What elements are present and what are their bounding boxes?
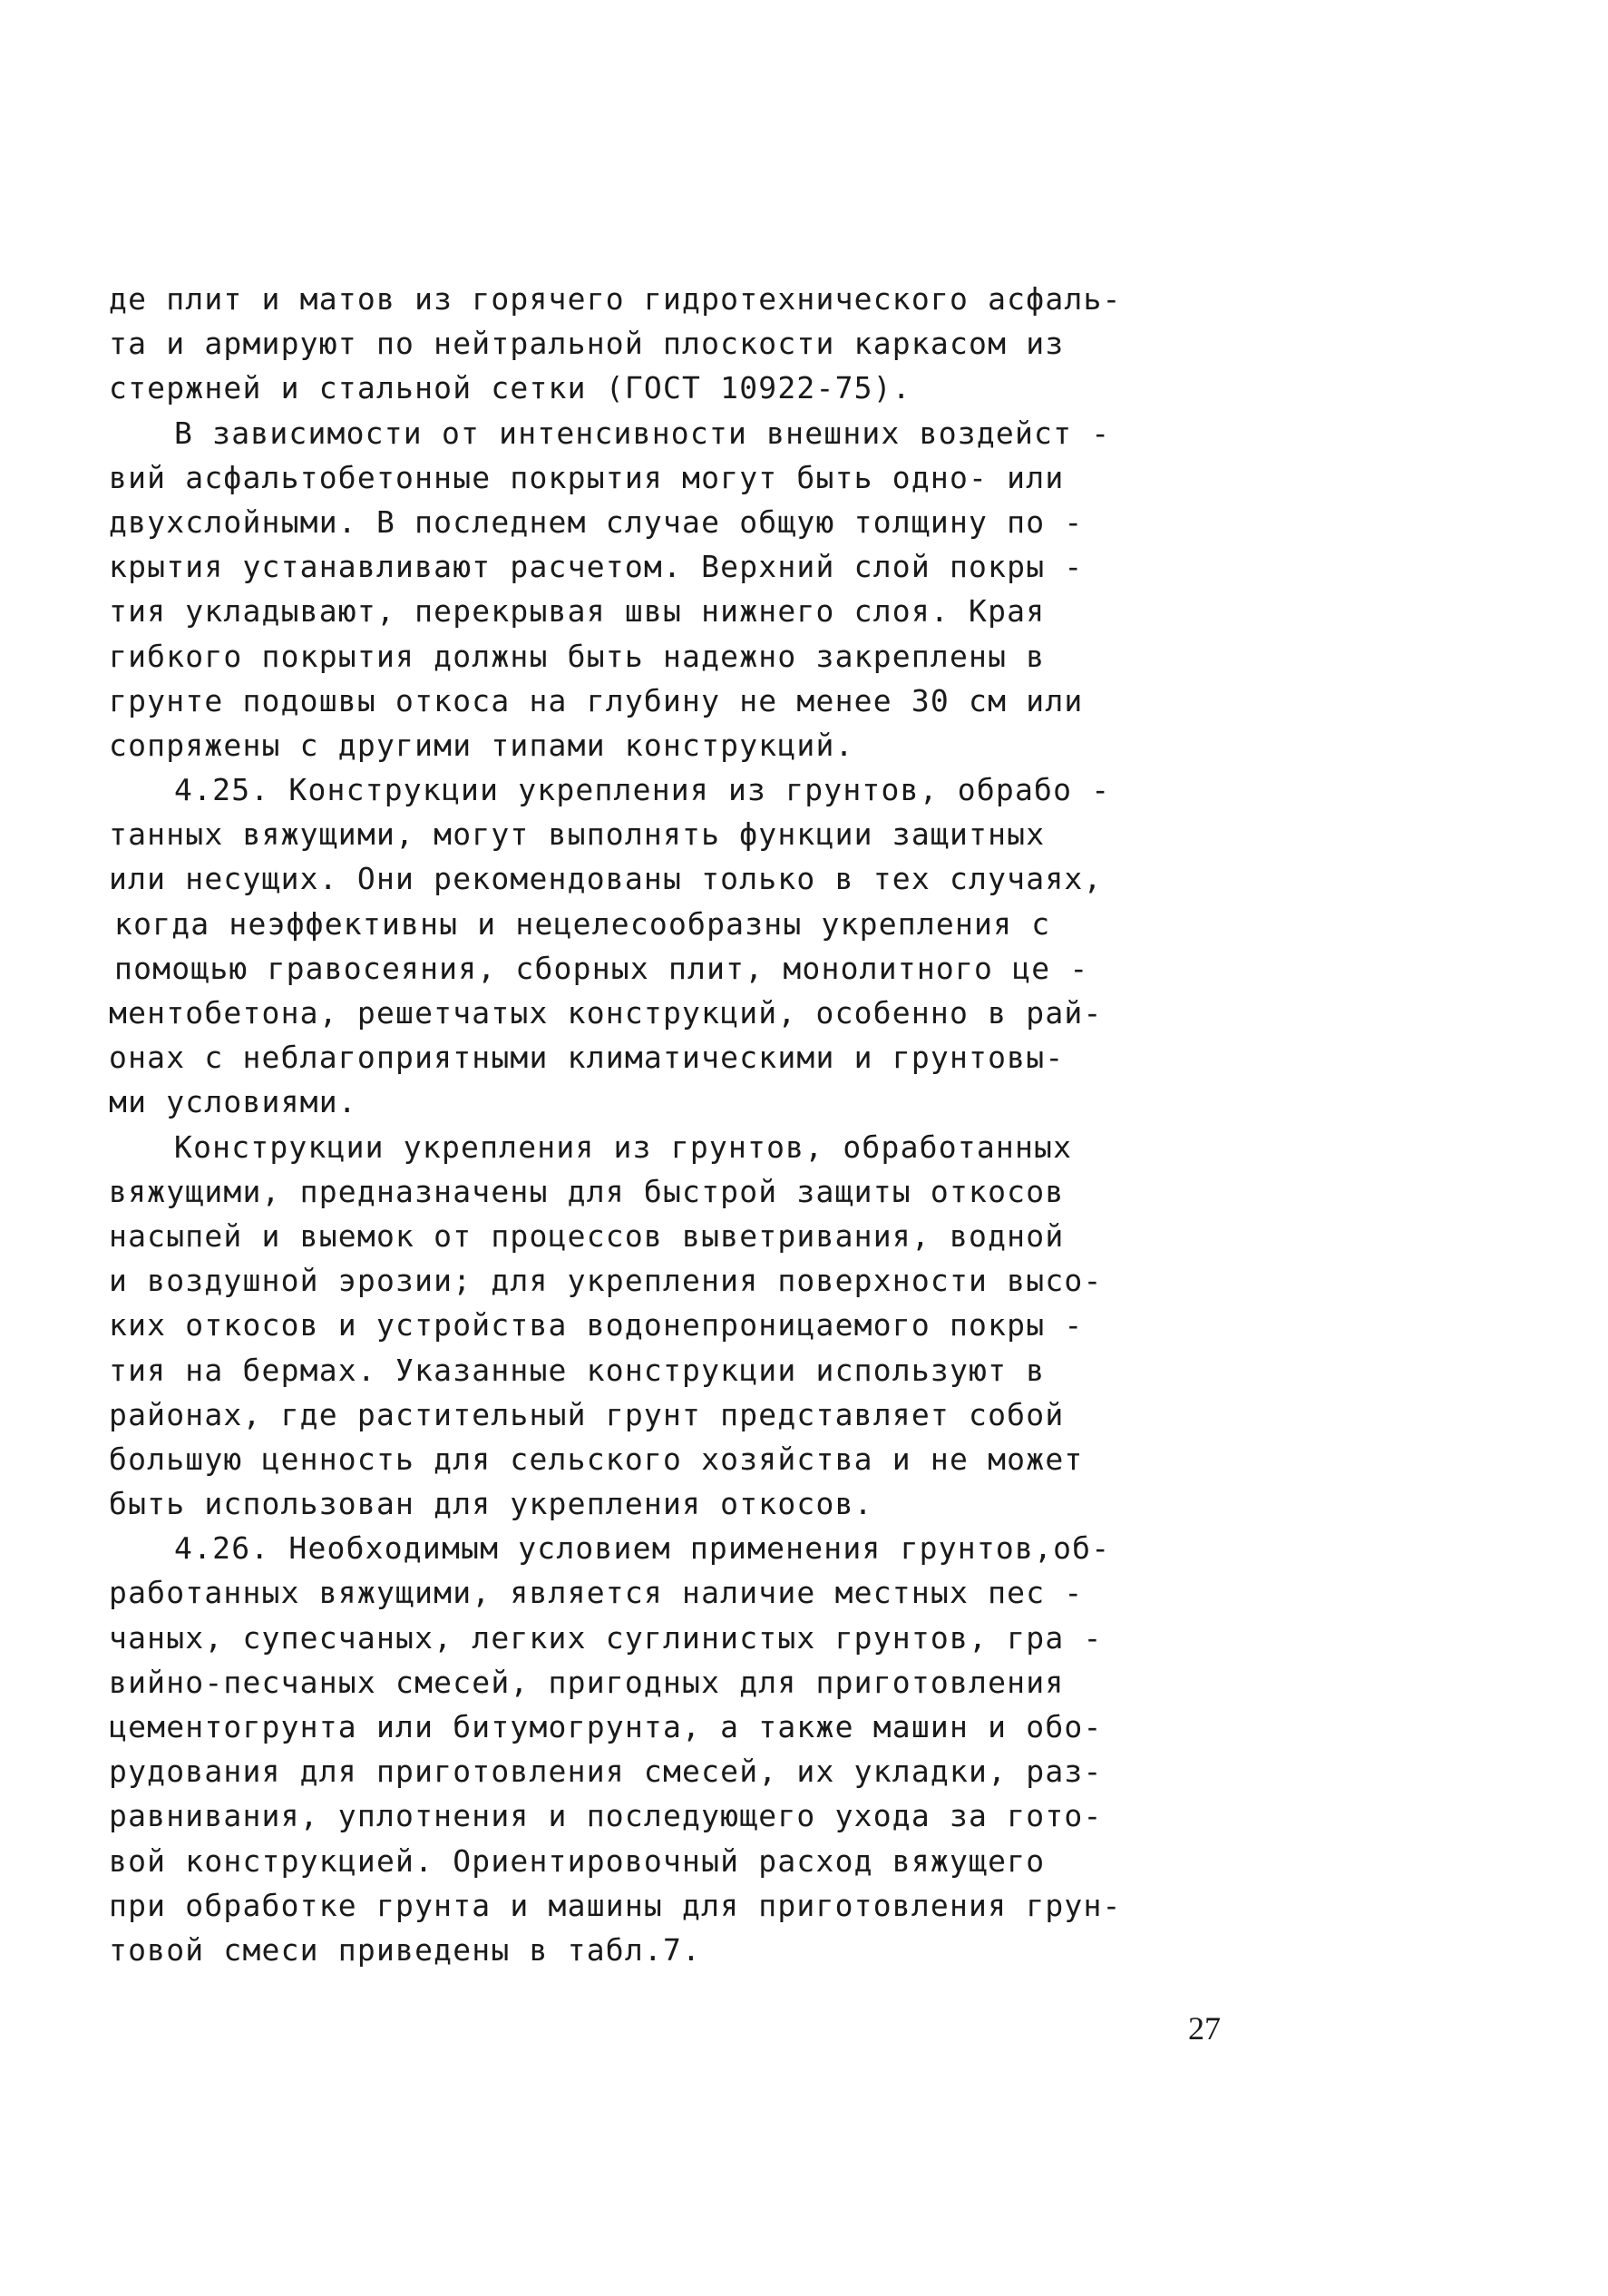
text-line: В зависимости от интенсивности внешних воздейст - — [174, 415, 1111, 451]
text-line: быть использован для укрепления откосов. — [109, 1486, 873, 1522]
text-line: товой смеси приведены в табл.7. — [109, 1931, 702, 1968]
body-text — [109, 277, 1261, 1972]
text-line: грунте подошвы откоса на глубину не менее 30 см или — [109, 682, 1084, 718]
text-line: и воздушной эрозии; для укрепления поверхности высо- — [109, 1263, 1103, 1299]
text-line: вяжущими, предназначены для быстрой защиты откосов — [109, 1173, 1065, 1209]
text-line: крытия устанавливают расчетом. Верхний слой покры - — [109, 549, 1084, 585]
text-line: тия укладывают, перекрывая швы нижнего слоя. Края — [109, 593, 1046, 630]
text-line: сопряжены с другими типами конструкций. — [109, 727, 854, 763]
text-line: Конструкции укрепления из грунтов, обработанных — [174, 1128, 1073, 1165]
text-line: цементогрунта или битумогрунта, а также машин и обо- — [109, 1709, 1103, 1744]
text-line: танных вяжущими, могут выполнять функции защитных — [109, 816, 1046, 853]
text-line: онах с неблагоприятными климатическими и грунтовы- — [109, 1040, 1065, 1076]
page-number: 27 — [1188, 2010, 1221, 2047]
text-line: работанных вяжущими, является наличие местных пес - — [109, 1575, 1084, 1611]
text-line: вой конструкцией. Ориентировочный расход вяжущего — [109, 1842, 1046, 1879]
text-line: вийно-песчаных смесей, пригодных для приготовления — [109, 1664, 1065, 1700]
text-line: 4.25. Конструкции укрепления из грунтов, обрабо - — [174, 772, 1111, 808]
text-line: когда неэффективны и нецелесообразны укрепления с — [114, 905, 1051, 942]
text-line: ментобетона, решетчатых конструкций, особенно в рай- — [109, 995, 1103, 1031]
text-line: вий асфальтобетонные покрытия могут быть одно- или — [109, 459, 1065, 495]
text-line: большую ценность для сельского хозяйства и не может — [109, 1441, 1084, 1477]
text-line: де плит и матов из горячего гидротехнического асфаль- — [109, 281, 1122, 317]
text-line: равнивания, уплотнения и последующего ухода за гото- — [109, 1798, 1103, 1834]
text-line: гибкого покрытия должны быть надежно закреплены в — [109, 638, 1046, 674]
text-line: при обработке грунта и машины для приготовления грун- — [109, 1887, 1122, 1923]
text-line: двухслойными. В последнем случае общую толщину по - — [109, 503, 1084, 540]
text-line: или несущих. Они рекомендованы только в тех случаях, — [109, 861, 1103, 897]
text-line: ми условиями. — [109, 1084, 357, 1120]
text-line: насыпей и выемок от процессов выветривания, водной — [109, 1217, 1065, 1254]
text-line: 4.26. Необходимым условием применения грунтов,об- — [174, 1530, 1111, 1567]
text-line: та и армируют по нейтральной плоскости каркасом из — [109, 326, 1065, 362]
text-line: районах, где растительный грунт представляет собой — [109, 1396, 1065, 1432]
text-line: ких откосов и устройства водонепроницаемого покры - — [109, 1307, 1084, 1343]
text-line: чаных, супесчаных, легких суглинистых грунтов, гра - — [109, 1619, 1103, 1656]
text-line: стержней и стальной сетки (ГОСТ 10922-75). — [109, 370, 911, 406]
text-line: рудования для приготовления смесей, их укладки, раз- — [109, 1754, 1103, 1790]
text-line: помощью гравосеяния, сборных плит, монолитного це - — [114, 950, 1089, 986]
text-line: тия на бермах. Указанные конструкции используют в — [109, 1352, 1046, 1388]
